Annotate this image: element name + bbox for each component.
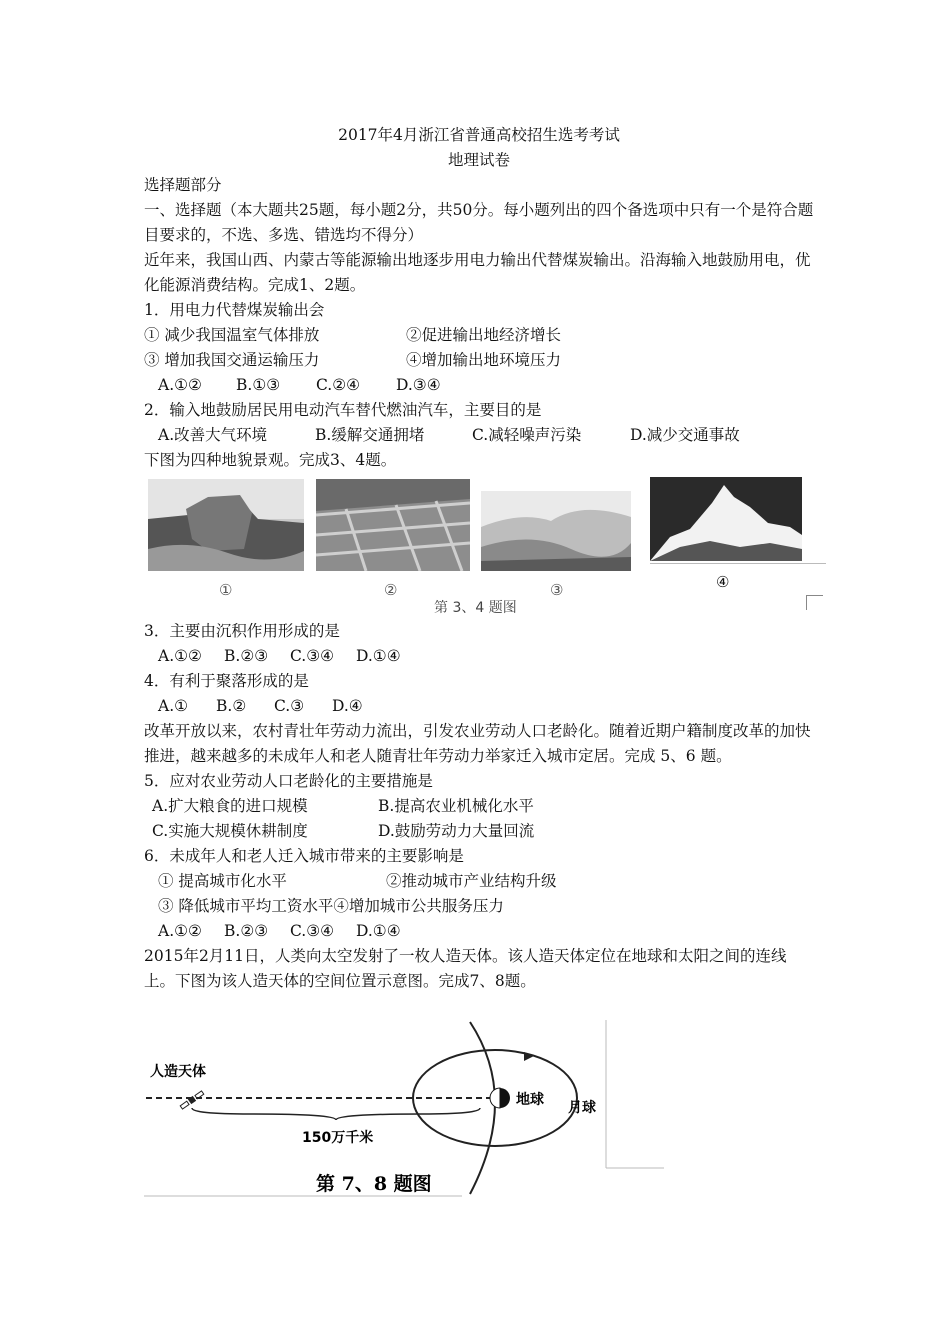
landform-figure xyxy=(144,477,814,619)
q1-option-b[interactable]: B.①③ xyxy=(236,376,281,394)
q5-options-a xyxy=(144,794,814,819)
q5-stem: 5．应对农业劳动人口老龄化的主要措施是 xyxy=(144,772,433,790)
q4-option-c[interactable]: C.③ xyxy=(274,697,305,715)
q6-s2: ②推动城市产业结构升级 xyxy=(386,872,557,890)
q1-s4: ④增加输出地环境压力 xyxy=(406,351,562,369)
q5-option-c[interactable]: C.实施大规模休耕制度 xyxy=(152,822,308,840)
q4-stem: 4．有利于聚落形成的是 xyxy=(144,672,309,690)
exam-subtitle: 地理试卷 xyxy=(447,151,510,169)
q1-s1: ① 减少我国温室气体排放 xyxy=(144,326,320,344)
q2-option-b[interactable]: B.缓解交通拥堵 xyxy=(315,426,425,444)
passage-1: 近年来，我国山西、内蒙古等能源输出地逐步用电力输出代替煤炭输出。沿海输入地鼓励用电，优化能源消费结构。完成1、2题。 xyxy=(144,251,811,294)
q1-option-d[interactable]: D.③④ xyxy=(396,376,441,394)
q1-stem: 1．用电力代替煤炭输出会 xyxy=(144,301,325,319)
passage-3: 改革开放以来，农村青壮年劳动力流出，引发农业劳动人口老龄化。随着近期户籍制度改革的加快推进，越来越多的未成年人和老人随青壮年劳动力举家迁入城市定居。完成 5、6 题。 xyxy=(144,722,811,765)
passage-4: 2015年2月11日，人类向太空发射了一枚人造天体。该人造天体定位在地球和太阳之间的连线上。下图为该人造天体的空间位置示意图。完成7、8题。 xyxy=(144,947,787,990)
distance-brace xyxy=(192,1108,480,1120)
q2-option-a[interactable]: A.改善大气环境 xyxy=(158,426,268,444)
landform-photo-4 xyxy=(650,477,802,561)
q4-option-a[interactable]: A.① xyxy=(158,697,189,715)
photo-3-label: ③ xyxy=(550,581,564,599)
earth-orbit-arc xyxy=(470,1022,495,1194)
q5-option-a[interactable]: A.扩大粮食的进口规模 xyxy=(152,797,308,815)
corner-mark xyxy=(806,595,823,610)
section-heading: 选择题部分 xyxy=(144,176,222,194)
q1-s3: ③ 增加我国交通运输压力 xyxy=(144,351,320,369)
q6-s1: ① 提高城市化水平 xyxy=(158,872,287,890)
q5-option-d[interactable]: D.鼓励劳动力大量回流 xyxy=(378,822,535,840)
q6-option-a[interactable]: A.①② xyxy=(158,922,202,940)
q4-option-d[interactable]: D.④ xyxy=(332,697,363,715)
q5-options-b xyxy=(144,819,814,844)
satellite-diagram xyxy=(140,1018,670,1208)
q2-options xyxy=(144,423,814,448)
q3-options xyxy=(144,644,814,669)
figure-rule xyxy=(650,563,826,564)
q4-option-b[interactable]: B.② xyxy=(216,697,247,715)
figure-78-caption: 第 7、8 题图 xyxy=(316,1173,432,1195)
q6-statements-b: ③ 降低城市平均工资水平④增加城市公共服务压力 xyxy=(158,897,504,915)
q1-option-c[interactable]: C.②④ xyxy=(316,376,361,394)
landform-photo-3 xyxy=(481,491,631,571)
q1-statements-b xyxy=(144,348,814,373)
q5-option-b[interactable]: B.提高农业机械化水平 xyxy=(378,797,534,815)
photo-2-label: ② xyxy=(384,581,398,599)
q6-options xyxy=(144,919,814,944)
q1-option-a[interactable]: A.①② xyxy=(158,376,202,394)
q3-option-c[interactable]: C.③④ xyxy=(290,647,335,665)
landform-photo-1 xyxy=(148,479,304,571)
q4-options xyxy=(144,694,814,719)
q3-option-b[interactable]: B.②③ xyxy=(224,647,269,665)
q1-options xyxy=(144,373,814,398)
q6-stem: 6．未成年人和老人迁入城市带来的主要影响是 xyxy=(144,847,464,865)
figure-34-caption: 第 3、4 题图 xyxy=(434,600,517,616)
q6-statements-a xyxy=(144,869,814,894)
q6-option-b[interactable]: B.②③ xyxy=(224,922,269,940)
passage-2: 下图为四种地貌景观。完成3、4题。 xyxy=(144,451,397,469)
q1-statements-a xyxy=(144,323,814,348)
distance-label: 150万千米 xyxy=(302,1130,374,1146)
instructions: 一、选择题（本大题共25题，每小题2分，共50分。每小题列出的四个备选项中只有一个是符合题目要求的，不选、多选、错选均不得分） xyxy=(144,201,814,244)
q2-stem: 2．输入地鼓励居民用电动汽车替代燃油汽车，主要目的是 xyxy=(144,401,542,419)
q6-option-c[interactable]: C.③④ xyxy=(290,922,335,940)
q1-s2: ②促进输出地经济增长 xyxy=(406,326,562,344)
satellite-label: 人造天体 xyxy=(150,1064,206,1080)
q6-option-d[interactable]: D.①④ xyxy=(356,922,401,940)
moon-label: 月球 xyxy=(568,1100,596,1116)
exam-title: 2017年4月浙江省普通高校招生选考考试 xyxy=(338,126,620,144)
q3-stem: 3．主要由沉积作用形成的是 xyxy=(144,622,340,640)
satellite-icon xyxy=(180,1090,205,1110)
q3-option-d[interactable]: D.①④ xyxy=(356,647,401,665)
earth-label: 地球 xyxy=(516,1092,544,1108)
q3-option-a[interactable]: A.①② xyxy=(158,647,202,665)
photo-4-label: ④ xyxy=(716,573,730,591)
photo-1-label: ① xyxy=(219,581,233,599)
landform-photo-2 xyxy=(316,479,470,571)
exam-page xyxy=(144,0,814,994)
q2-option-c[interactable]: C.减轻噪声污染 xyxy=(472,426,582,444)
q2-option-d[interactable]: D.减少交通事故 xyxy=(630,426,740,444)
